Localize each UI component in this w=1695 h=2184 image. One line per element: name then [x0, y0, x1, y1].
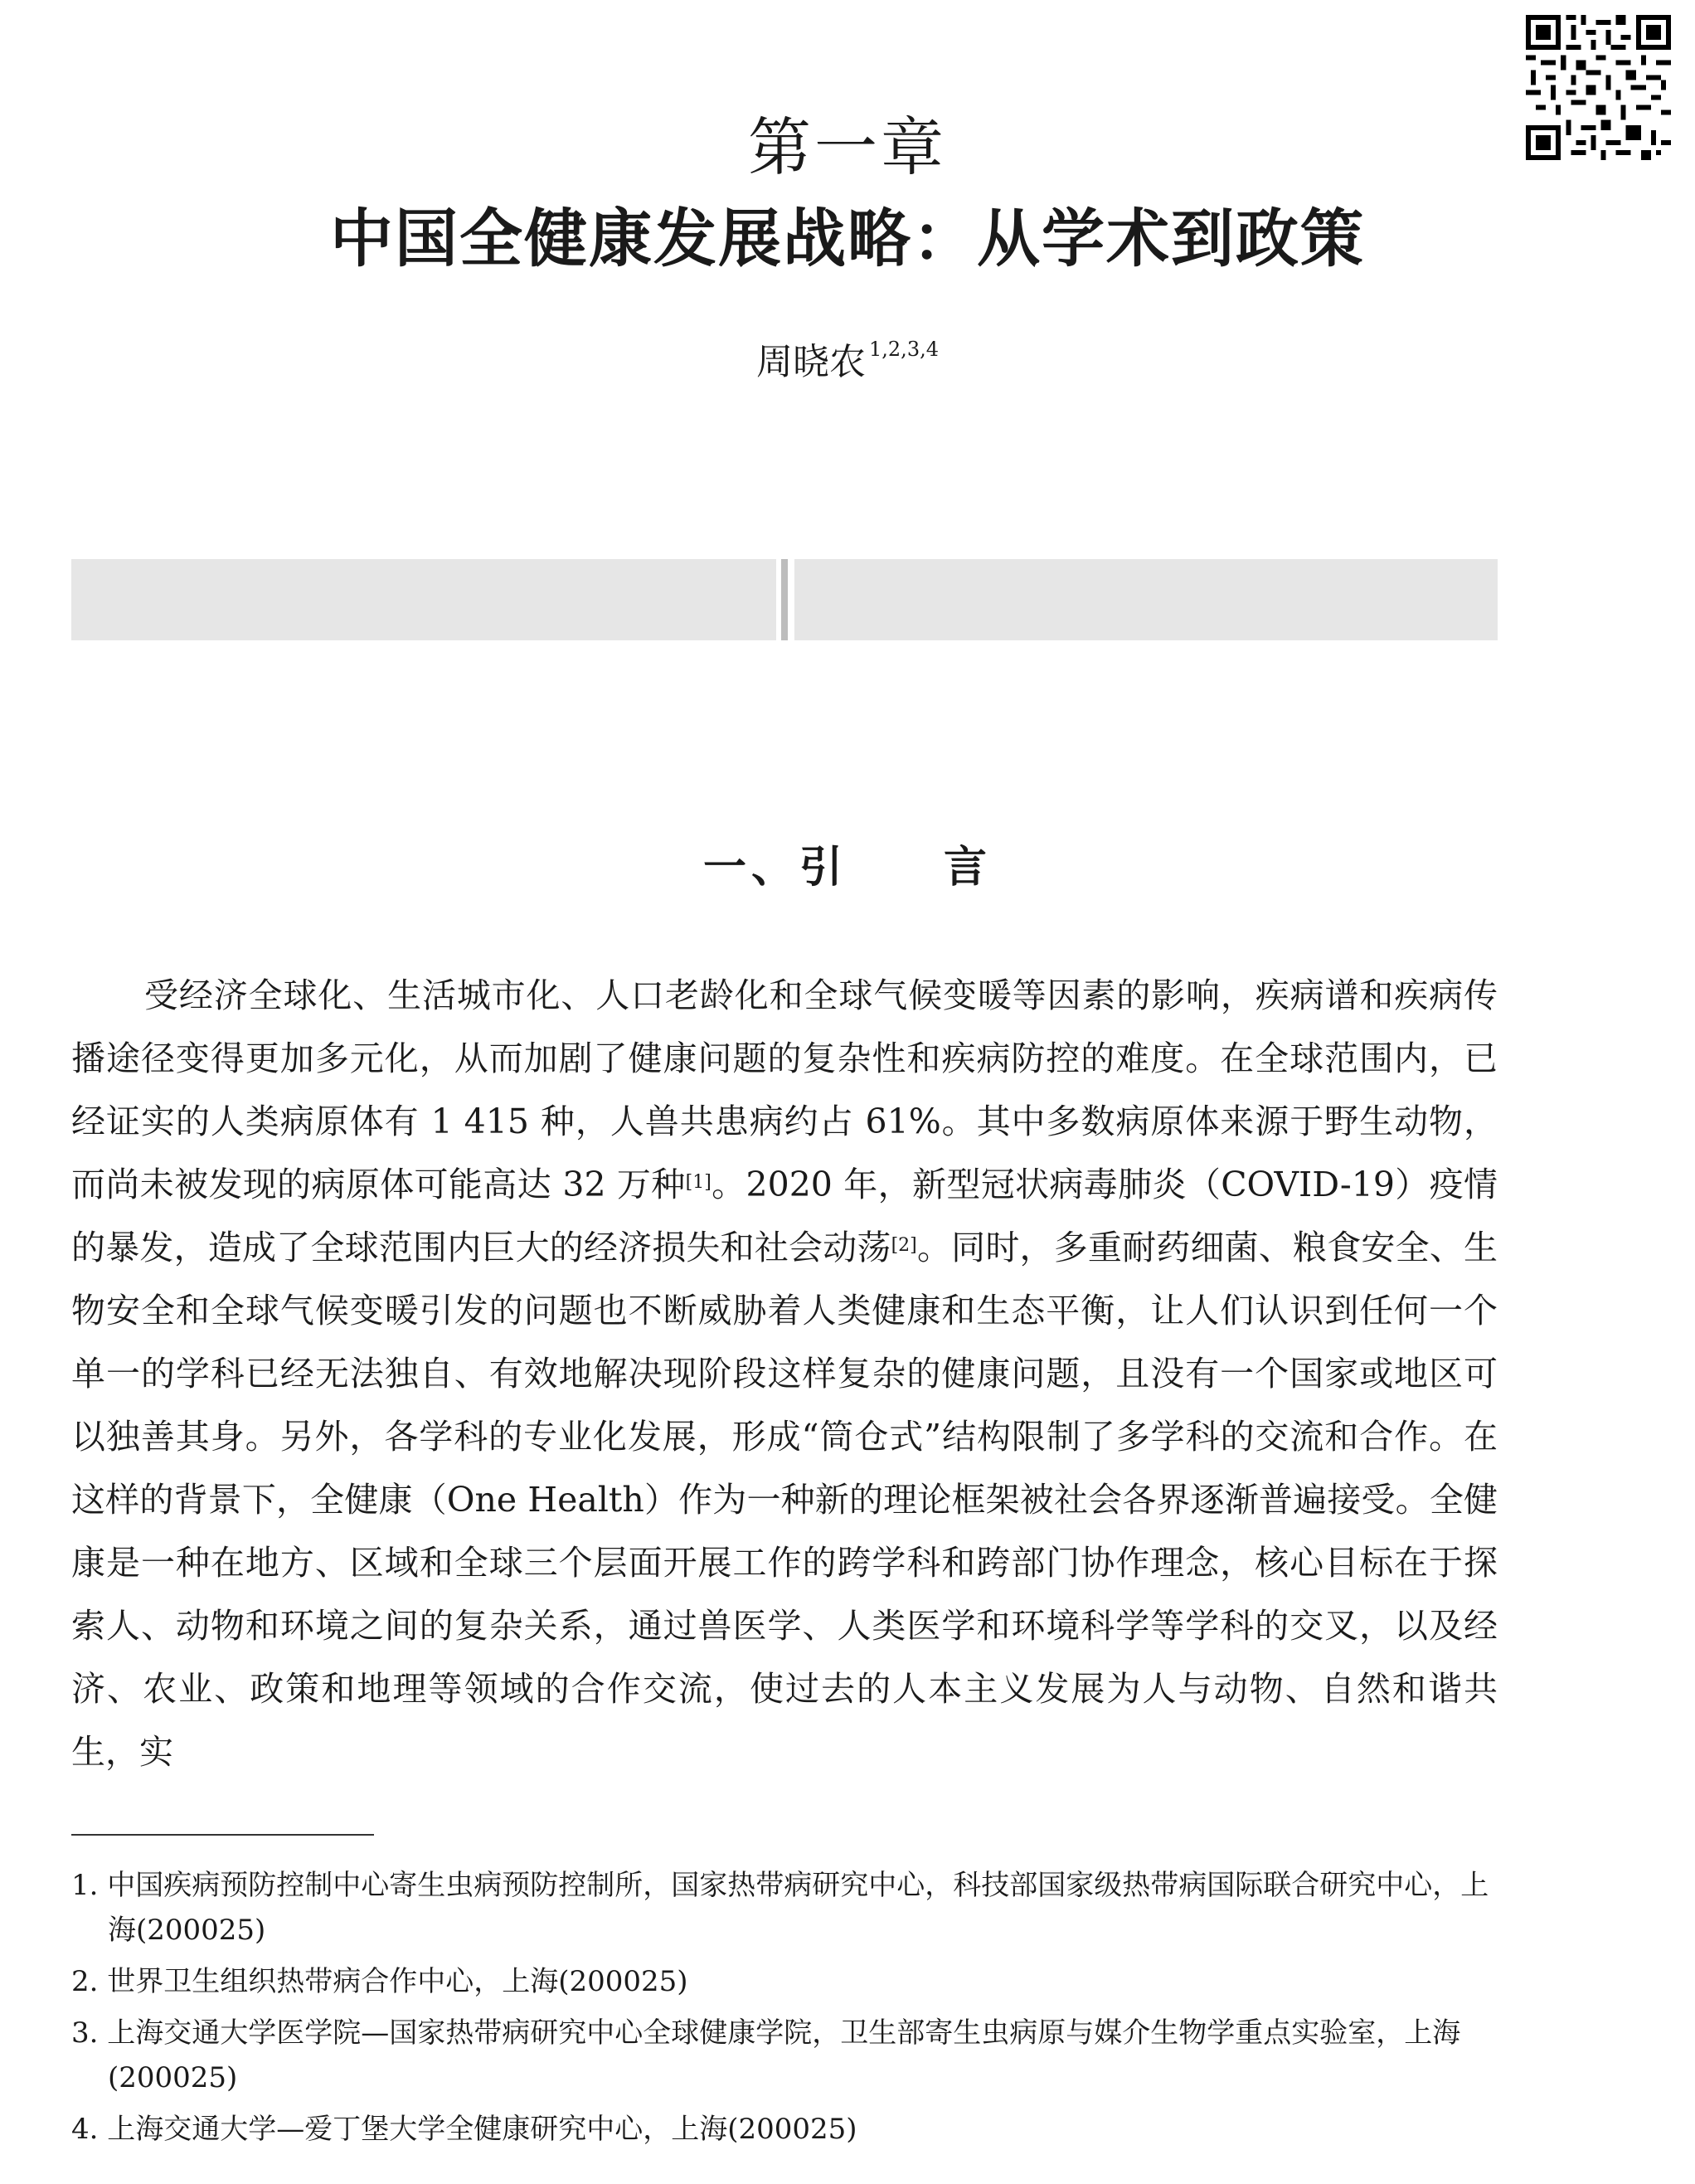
paragraph-text-2: 。2020 年，新型冠状病毒肺炎（COVID-19）疫情的暴发，造成了全球范围内巨大的经济损失和社会动荡 — [71, 1165, 1498, 1267]
footnote-item: 1. 中国疾病预防控制中心寄生虫病预防控制所，国家热带病研究中心，科技部国家级热带病国际联合研究中心，上海(200025) — [71, 1869, 1489, 1947]
banner-right-panel — [794, 559, 1498, 640]
chapter-title: 中国全健康发展战略：从学术到政策 — [330, 202, 1365, 275]
reference-1: [1] — [685, 1172, 712, 1193]
footnote-list — [71, 1863, 1498, 2158]
author — [0, 338, 1695, 383]
paragraph-text-1: 受经济全球化、生活城市化、人口老龄化和全球气候变暖等因素的影响，疾病谱和疾病传播途径变得更加多元化，从而加剧了健康问题的复杂性和疾病防控的难度。在全球范围内，已经证实的人类病原体有 1 415 种，人兽共患病约占 61%。其中多数病原体来源于野生动物，而尚未被发现的病原体可能高达 32 万种 — [71, 975, 1498, 1204]
body-paragraph — [71, 964, 1498, 1783]
author-name: 周晓农 — [756, 341, 867, 383]
banner-left-panel — [71, 559, 776, 640]
banner-divider — [781, 559, 788, 640]
section-heading: 一、引 言 — [702, 843, 992, 893]
author-affiliation-marks: 1,2,3,4 — [869, 338, 939, 361]
footnote-item: 3. 上海交通大学医学院—国家热带病研究中心全球健康学院，卫生部寄生虫病原与媒介生物学重点实验室，上海(200025) — [71, 2016, 1461, 2094]
paragraph-text-3: 。同时，多重耐药细菌、粮食安全、生物安全和全球气候变暖引发的问题也不断威胁着人类健康和生态平衡，让人们认识到任何一个单一的学科已经无法独自、有效地解决现阶段这样复杂的健康问题，且没有一个国家或地区可以独善其身。另外，各学科的专业化发展，形成“筒仓式”结构限制了多学科的交流和合作。在这样的背景下，全健康（One Health）作为一种新的理论框架被社会各界逐渐普遍接受。全健康是一种在地方、区域和全球三个层面开展工作的跨学科和跨部门协作理念，核心目标在于探索人、动物和环境之间的复杂关系，通过兽医学、人类医学和环境科学等学科的交叉，以及经济、农业、政策和地理等领域的合作交流，使过去的人本主义发展为人与动物、自然和谐共生，实 — [71, 1228, 1498, 1772]
reference-2: [2] — [891, 1235, 917, 1256]
footnote-rule — [71, 1834, 374, 1836]
footnote-item: 2. 世界卫生组织热带病合作中心，上海(200025) — [71, 1965, 688, 1998]
chapter-number: 第一章 — [748, 110, 947, 184]
footnote-item: 4. 上海交通大学—爱丁堡大学全健康研究中心，上海(200025) — [71, 2113, 857, 2146]
